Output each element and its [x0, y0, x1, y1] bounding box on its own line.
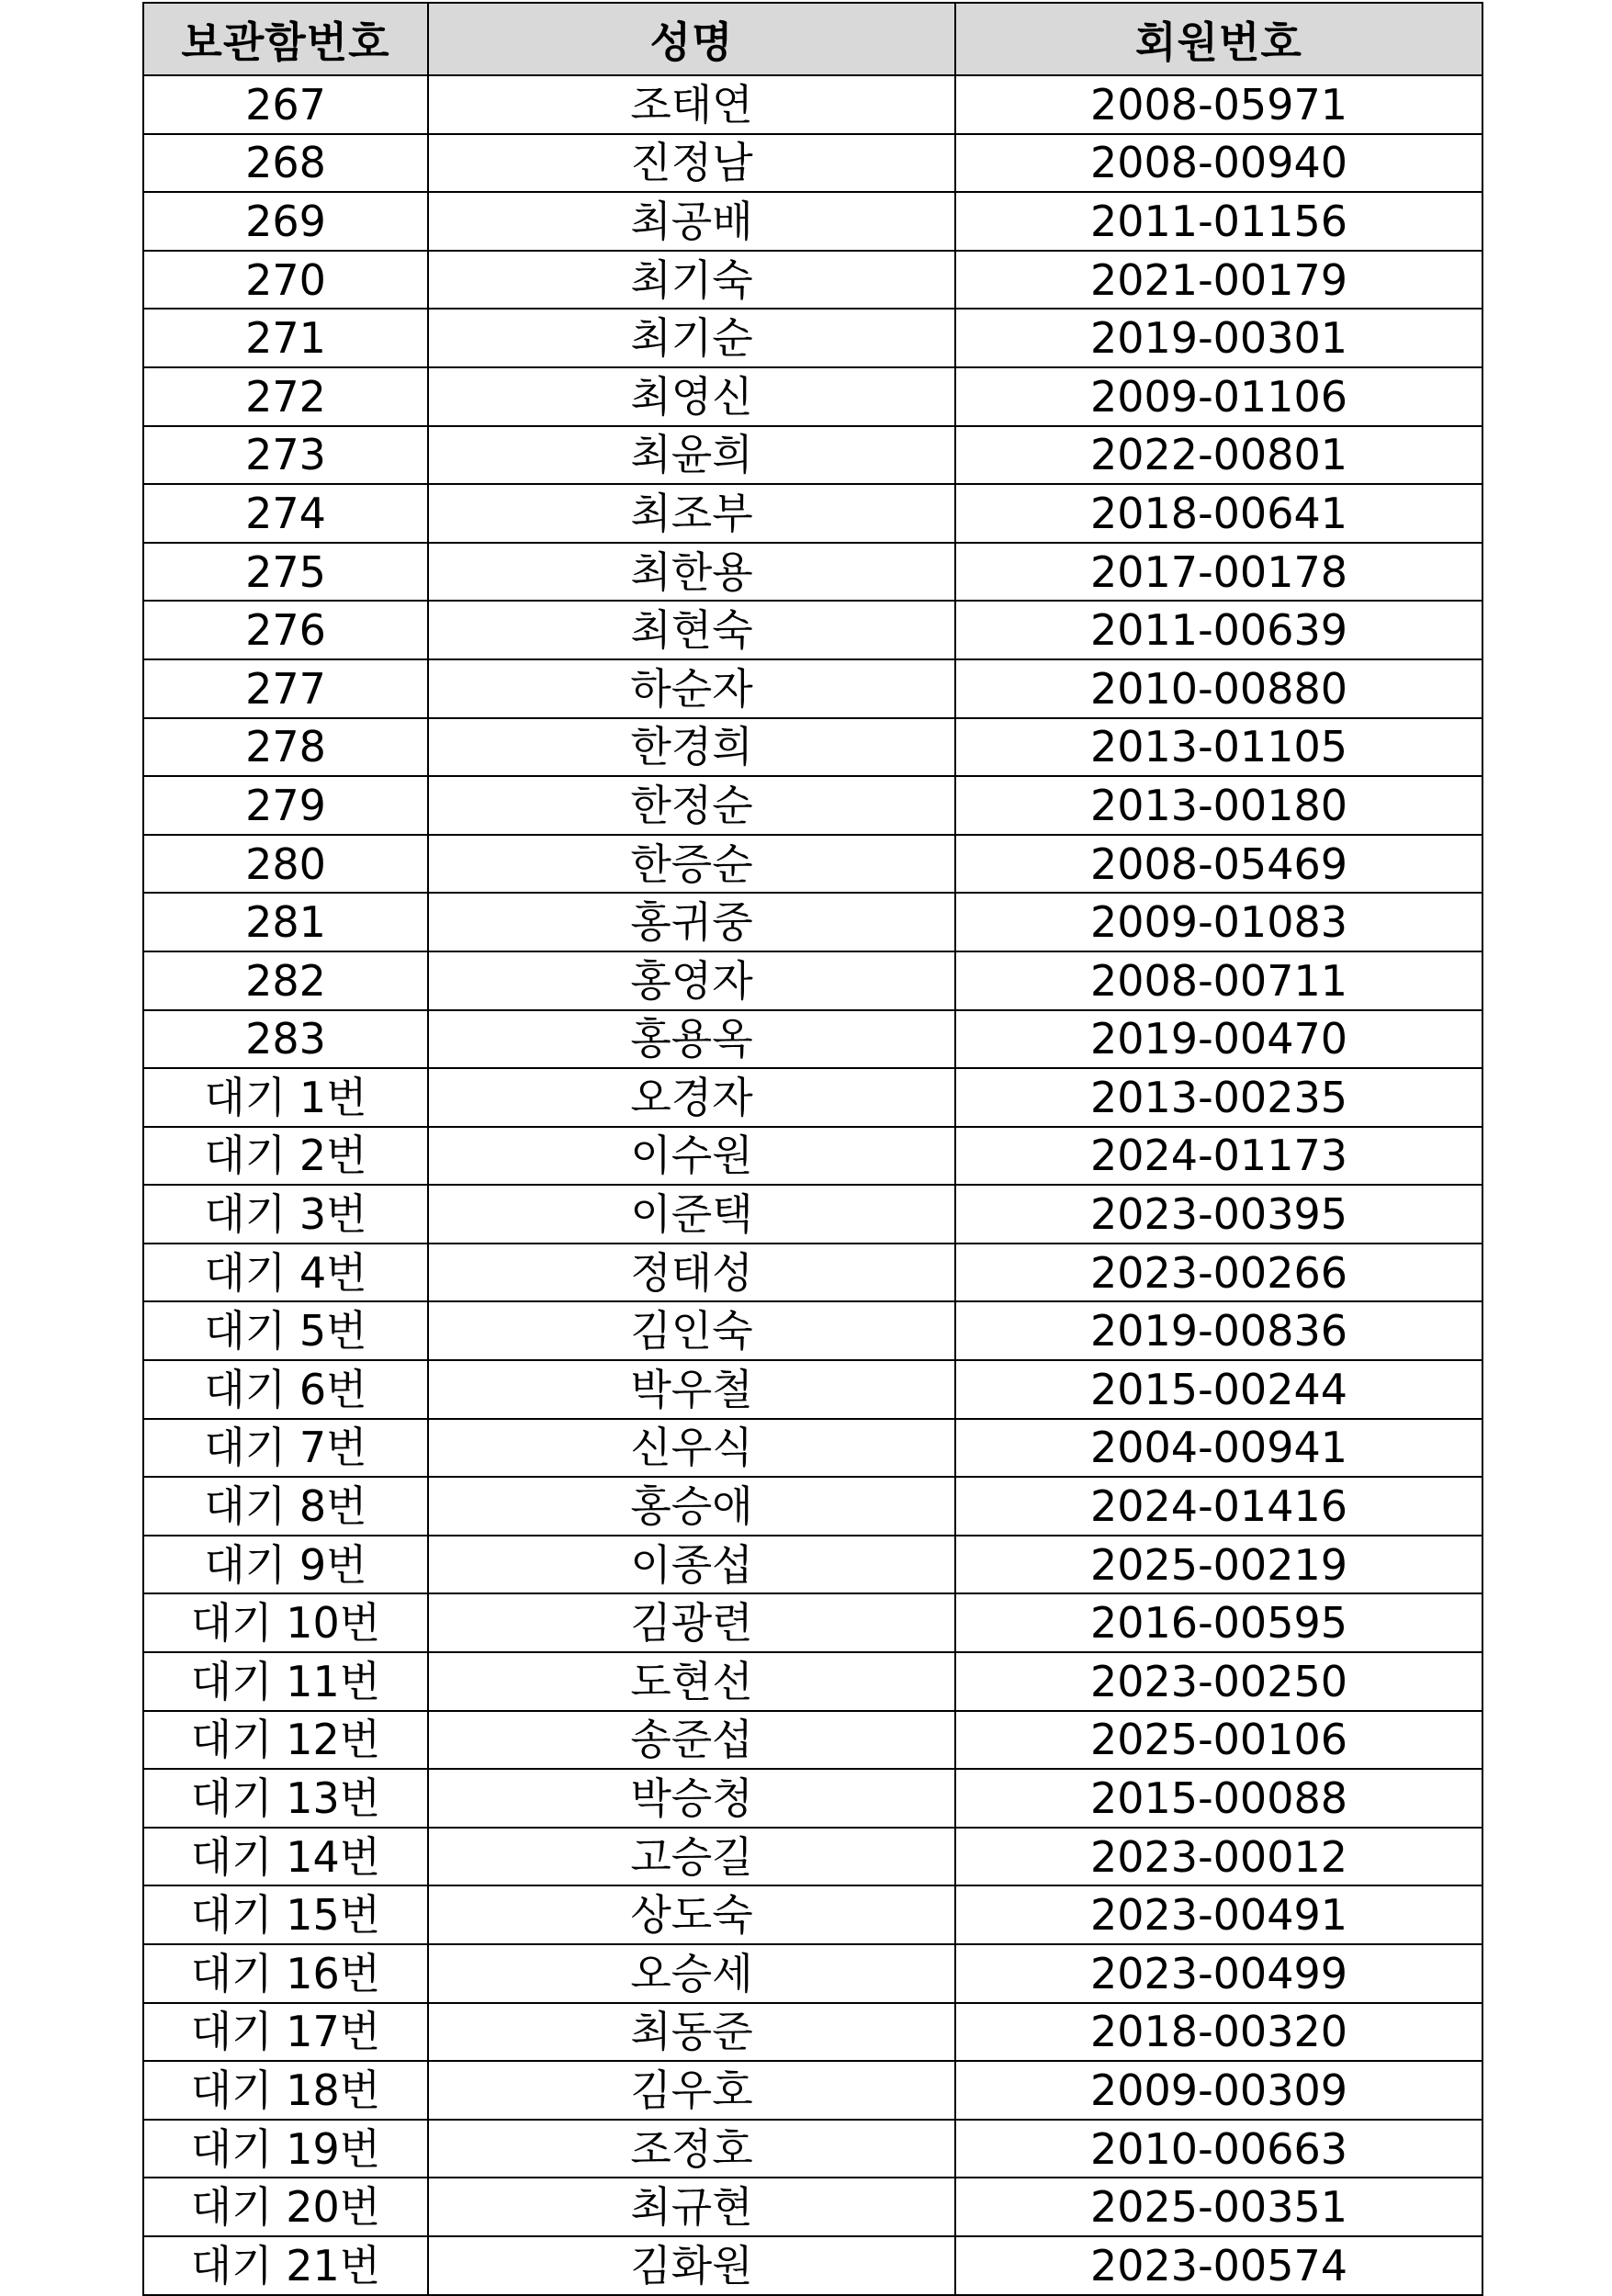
- locker-number-cell: 278: [143, 718, 428, 777]
- table-row: [143, 1652, 1482, 1711]
- name-cell: 상도숙: [428, 1885, 955, 1944]
- member-number-cell: 2008-05469: [955, 835, 1482, 894]
- locker-number-cell: 276: [143, 601, 428, 659]
- locker-number-cell: 269: [143, 192, 428, 251]
- locker-number-cell: 대기 7번: [143, 1419, 428, 1478]
- table-row: [143, 1360, 1482, 1419]
- name-cell: 최동준: [428, 2003, 955, 2062]
- name-cell: 최기숙: [428, 251, 955, 310]
- name-cell: 최공배: [428, 192, 955, 251]
- name-cell: 최기순: [428, 309, 955, 367]
- name-cell: 도현선: [428, 1652, 955, 1711]
- name-cell: 최규현: [428, 2178, 955, 2236]
- name-cell: 오경자: [428, 1068, 955, 1127]
- member-number-cell: 2013-01105: [955, 718, 1482, 777]
- name-cell: 김우호: [428, 2061, 955, 2120]
- table-row: [143, 659, 1482, 718]
- name-cell: 오승세: [428, 1944, 955, 2003]
- name-cell: 김화원: [428, 2236, 955, 2295]
- table-row: [143, 1127, 1482, 1186]
- table-row: [143, 1593, 1482, 1652]
- member-number-cell: 2009-01106: [955, 367, 1482, 426]
- locker-number-cell: 대기 12번: [143, 1711, 428, 1770]
- locker-number-cell: 대기 13번: [143, 1769, 428, 1828]
- member-number-cell: 2015-00244: [955, 1360, 1482, 1419]
- name-cell: 홍귀중: [428, 893, 955, 951]
- member-number-cell: 2004-00941: [955, 1419, 1482, 1478]
- member-number-cell: 2008-05971: [955, 75, 1482, 134]
- table-row: [143, 776, 1482, 835]
- locker-assignment-table: [142, 2, 1483, 2296]
- table-header: [143, 3, 1482, 75]
- locker-number-cell: 271: [143, 309, 428, 367]
- table-row: [143, 1536, 1482, 1594]
- table-row: [143, 601, 1482, 659]
- name-cell: 최영신: [428, 367, 955, 426]
- header-row: [143, 3, 1482, 75]
- locker-number-cell: 대기 17번: [143, 2003, 428, 2062]
- name-cell: 한증순: [428, 835, 955, 894]
- table-row: [143, 192, 1482, 251]
- name-cell: 김광련: [428, 1593, 955, 1652]
- member-number-cell: 2015-00088: [955, 1769, 1482, 1828]
- name-cell: 홍영자: [428, 951, 955, 1010]
- table-row: [143, 309, 1482, 367]
- table-row: [143, 251, 1482, 310]
- member-number-cell: 2024-01416: [955, 1477, 1482, 1536]
- locker-number-cell: 275: [143, 543, 428, 602]
- locker-number-cell: 대기 2번: [143, 1127, 428, 1186]
- name-cell: 홍승애: [428, 1477, 955, 1536]
- name-cell: 신우식: [428, 1419, 955, 1478]
- table-row: [143, 1010, 1482, 1069]
- locker-number-cell: 대기 10번: [143, 1593, 428, 1652]
- name-cell: 최윤희: [428, 426, 955, 485]
- locker-number-cell: 대기 16번: [143, 1944, 428, 2003]
- name-cell: 최조부: [428, 484, 955, 543]
- header-name: 성명: [428, 3, 955, 75]
- locker-number-cell: 281: [143, 893, 428, 951]
- table-body: [143, 75, 1482, 2295]
- table-row: [143, 1244, 1482, 1302]
- name-cell: 김인숙: [428, 1301, 955, 1360]
- table-row: [143, 718, 1482, 777]
- locker-number-cell: 대기 20번: [143, 2178, 428, 2236]
- member-number-cell: 2019-00836: [955, 1301, 1482, 1360]
- member-number-cell: 2011-00639: [955, 601, 1482, 659]
- locker-number-cell: 대기 9번: [143, 1536, 428, 1594]
- locker-number-cell: 대기 3번: [143, 1185, 428, 1244]
- header-locker-number: 보관함번호: [143, 3, 428, 75]
- table-row: [143, 2178, 1482, 2236]
- member-number-cell: 2023-00499: [955, 1944, 1482, 2003]
- member-number-cell: 2016-00595: [955, 1593, 1482, 1652]
- table-row: [143, 426, 1482, 485]
- member-number-cell: 2017-00178: [955, 543, 1482, 602]
- name-cell: 하순자: [428, 659, 955, 718]
- member-number-cell: 2019-00301: [955, 309, 1482, 367]
- table-row: [143, 134, 1482, 193]
- locker-number-cell: 277: [143, 659, 428, 718]
- table-row: [143, 2003, 1482, 2062]
- table-row: [143, 1185, 1482, 1244]
- member-number-cell: 2013-00235: [955, 1068, 1482, 1127]
- member-number-cell: 2018-00641: [955, 484, 1482, 543]
- table-row: [143, 1711, 1482, 1770]
- name-cell: 고승길: [428, 1828, 955, 1886]
- locker-number-cell: 대기 5번: [143, 1301, 428, 1360]
- member-number-cell: 2025-00219: [955, 1536, 1482, 1594]
- name-cell: 홍용옥: [428, 1010, 955, 1069]
- member-number-cell: 2022-00801: [955, 426, 1482, 485]
- name-cell: 진정남: [428, 134, 955, 193]
- name-cell: 송준섭: [428, 1711, 955, 1770]
- name-cell: 한정순: [428, 776, 955, 835]
- table-row: [143, 893, 1482, 951]
- name-cell: 최현숙: [428, 601, 955, 659]
- locker-number-cell: 270: [143, 251, 428, 310]
- member-number-cell: 2023-00395: [955, 1185, 1482, 1244]
- locker-number-cell: 283: [143, 1010, 428, 1069]
- name-cell: 최한용: [428, 543, 955, 602]
- member-number-cell: 2010-00880: [955, 659, 1482, 718]
- locker-number-cell: 280: [143, 835, 428, 894]
- table-row: [143, 1769, 1482, 1828]
- name-cell: 한경희: [428, 718, 955, 777]
- table-row: [143, 2061, 1482, 2120]
- locker-number-cell: 272: [143, 367, 428, 426]
- locker-number-cell: 268: [143, 134, 428, 193]
- member-number-cell: 2010-00663: [955, 2120, 1482, 2178]
- member-number-cell: 2023-00012: [955, 1828, 1482, 1886]
- name-cell: 박우철: [428, 1360, 955, 1419]
- table-row: [143, 484, 1482, 543]
- table-row: [143, 1944, 1482, 2003]
- member-number-cell: 2023-00574: [955, 2236, 1482, 2295]
- name-cell: 이종섭: [428, 1536, 955, 1594]
- member-number-cell: 2023-00250: [955, 1652, 1482, 1711]
- name-cell: 박승청: [428, 1769, 955, 1828]
- locker-number-cell: 267: [143, 75, 428, 134]
- member-number-cell: 2025-00106: [955, 1711, 1482, 1770]
- header-member-number: 회원번호: [955, 3, 1482, 75]
- table-row: [143, 835, 1482, 894]
- member-number-cell: 2024-01173: [955, 1127, 1482, 1186]
- name-cell: 조정호: [428, 2120, 955, 2178]
- table-row: [143, 951, 1482, 1010]
- member-number-cell: 2018-00320: [955, 2003, 1482, 2062]
- member-number-cell: 2023-00266: [955, 1244, 1482, 1302]
- table-row: [143, 2236, 1482, 2295]
- member-number-cell: 2011-01156: [955, 192, 1482, 251]
- locker-number-cell: 274: [143, 484, 428, 543]
- name-cell: 조태연: [428, 75, 955, 134]
- name-cell: 이준택: [428, 1185, 955, 1244]
- member-number-cell: 2009-01083: [955, 893, 1482, 951]
- member-number-cell: 2013-00180: [955, 776, 1482, 835]
- table-row: [143, 2120, 1482, 2178]
- locker-number-cell: 대기 6번: [143, 1360, 428, 1419]
- table-row: [143, 75, 1482, 134]
- locker-number-cell: 대기 15번: [143, 1885, 428, 1944]
- member-number-cell: 2008-00940: [955, 134, 1482, 193]
- locker-number-cell: 273: [143, 426, 428, 485]
- locker-number-cell: 대기 1번: [143, 1068, 428, 1127]
- table-row: [143, 1301, 1482, 1360]
- name-cell: 이수원: [428, 1127, 955, 1186]
- locker-number-cell: 282: [143, 951, 428, 1010]
- table-row: [143, 543, 1482, 602]
- locker-number-cell: 대기 8번: [143, 1477, 428, 1536]
- member-number-cell: 2021-00179: [955, 251, 1482, 310]
- locker-number-cell: 대기 14번: [143, 1828, 428, 1886]
- member-number-cell: 2008-00711: [955, 951, 1482, 1010]
- locker-number-cell: 279: [143, 776, 428, 835]
- locker-table-container: [142, 2, 1482, 2296]
- table-row: [143, 1477, 1482, 1536]
- member-number-cell: 2023-00491: [955, 1885, 1482, 1944]
- table-row: [143, 1068, 1482, 1127]
- locker-number-cell: 대기 21번: [143, 2236, 428, 2295]
- table-row: [143, 1828, 1482, 1886]
- locker-number-cell: 대기 18번: [143, 2061, 428, 2120]
- name-cell: 정태성: [428, 1244, 955, 1302]
- table-row: [143, 367, 1482, 426]
- member-number-cell: 2019-00470: [955, 1010, 1482, 1069]
- locker-number-cell: 대기 4번: [143, 1244, 428, 1302]
- table-row: [143, 1885, 1482, 1944]
- member-number-cell: 2025-00351: [955, 2178, 1482, 2236]
- table-row: [143, 1419, 1482, 1478]
- locker-number-cell: 대기 19번: [143, 2120, 428, 2178]
- locker-number-cell: 대기 11번: [143, 1652, 428, 1711]
- member-number-cell: 2009-00309: [955, 2061, 1482, 2120]
